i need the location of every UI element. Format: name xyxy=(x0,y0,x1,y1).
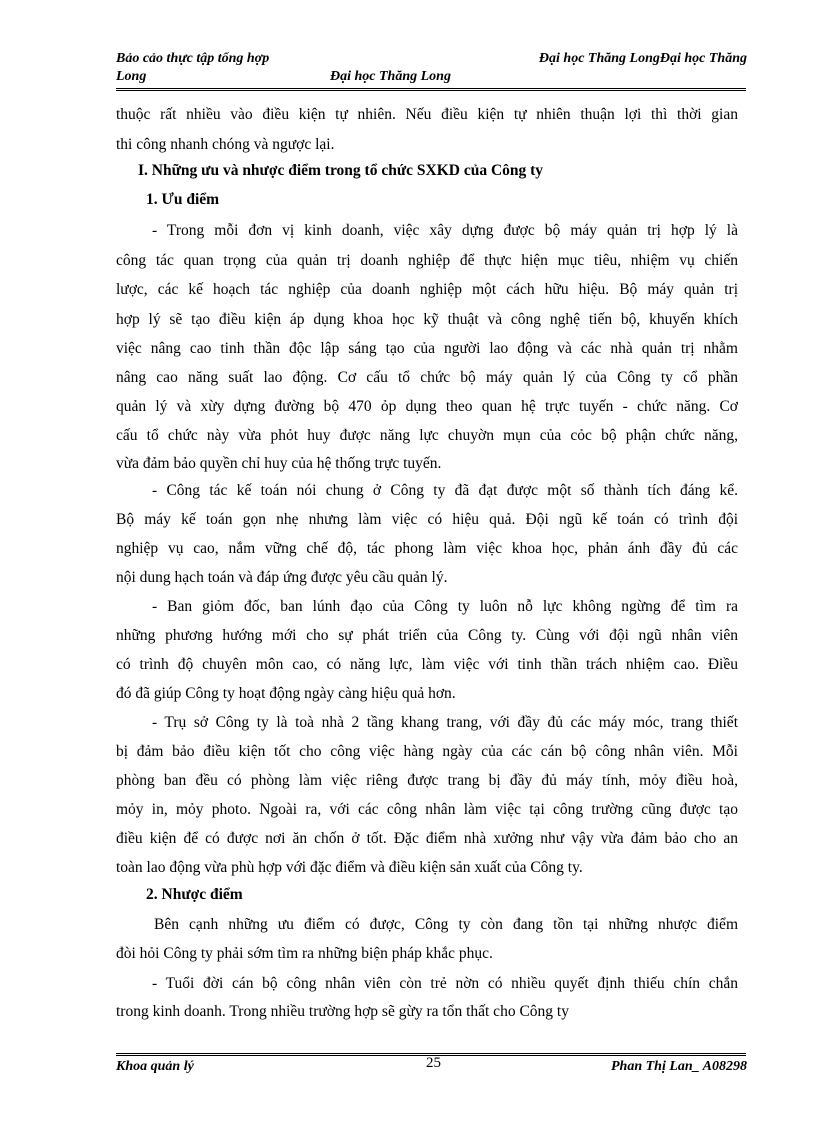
text-line: cấu tổ chức này vừa phỏt huy được năng lực chuyờn mụn của cỏc bộ phận chức năng, xyxy=(116,427,738,444)
header-university-right: Đại học Thăng LongĐại học Thăng xyxy=(538,51,747,66)
text-line: vừa đảm bảo quyền chỉ huy của hệ thống trực tuyến. xyxy=(116,455,442,472)
text-line: công tác quan trọng của quản trị doanh nghiệp để thực hiện mục tiêu, nhiệm vụ chiến xyxy=(116,252,738,269)
subsection-heading: 2. Nhược điểm xyxy=(146,886,243,903)
text-line: bị đảm bảo điều kiện tốt cho công việc hàng ngày của các cán bộ công nhân viên. Mỗi xyxy=(116,743,738,760)
header-divider xyxy=(116,88,746,91)
header-report-title: Bảo cảo thực tập tổng hợp xyxy=(116,51,270,66)
text-line: những phương hướng mới cho sự phát triển của Công ty. Cùng với đội ngũ nhân viên xyxy=(116,627,738,644)
text-line: nâng cao năng suất lao động. Cơ cấu tổ chức bộ máy quản lý của Công ty cổ phần xyxy=(116,369,738,386)
text-line: lược, các kế hoạch tác nghiệp của doanh nghiệp một cách hữu hiệu. Bộ máy quản trị xyxy=(116,281,738,298)
text-line: đó đã giúp Công ty hoạt động ngày càng hiệu quả hơn. xyxy=(116,685,456,702)
subsection-heading: 1. Ưu điểm xyxy=(146,191,220,208)
text-line: hợp lý sẽ tạo điều kiện áp dụng khoa học kỹ thuật và công nghệ tiến bộ, khuyến khích xyxy=(116,311,738,328)
text-line: Bộ máy kế toán gọn nhẹ nhưng làm việc có hiệu quả. Đội ngũ kế toán có trình đội xyxy=(116,511,738,528)
text-line: quản lý và xừy dựng đường bộ 470 ỏp dụng theo quan hệ trực tuyến - chức năng. Cơ xyxy=(116,398,738,415)
footer-faculty: Khoa quản lý xyxy=(116,1059,194,1074)
text-line: trong kinh doanh. Trong nhiều trường hợp sẽ gừy ra tổn thất cho Công ty xyxy=(116,1003,569,1020)
text-line: điều kiện để có được nơi ăn chốn ở tốt. Đặc điểm nhà xưởng như vậy vừa đảm bảo cho an xyxy=(116,830,738,847)
text-line: mỏy in, mỏy photo. Ngoài ra, với các công nhân làm việc tại công trường cũng được tạo xyxy=(116,801,738,818)
text-line: thi công nhanh chóng và ngược lại. xyxy=(116,136,335,153)
text-line: phòng ban đều có phòng làm việc riêng được trang bị đầy đủ máy tính, mỏy điều hoà, xyxy=(116,772,738,789)
text-line: việc nâng cao tinh thần độc lập sáng tạo của người lao động và các nhà quản trị nhằm xyxy=(116,340,738,357)
text-line: - Trong mỗi đơn vị kinh doanh, việc xây dựng được bộ máy quản trị hợp lý là xyxy=(152,222,738,239)
footer-author: Phan Thị Lan_ A08298 xyxy=(610,1059,747,1074)
section-heading: I. Những ưu và nhược điểm trong tổ chức SXKD của Công ty xyxy=(138,162,544,179)
header-report-title-cont: Long xyxy=(116,69,147,84)
text-line: toàn lao động vừa phù hợp với đặc điểm và điều kiện sản xuất của Công ty. xyxy=(116,859,583,876)
text-line: thuộc rất nhiều vào điều kiện tự nhiên. Nếu điều kiện tự nhiên thuận lợi thì thời gian xyxy=(116,106,738,123)
page-number: 25 xyxy=(426,1055,441,1071)
text-line: - Trụ sở Công ty là toà nhà 2 tầng khang trang, với đầy đủ các máy móc, trang thiết xyxy=(152,714,738,731)
text-line: có trình độ chuyên môn cao, có năng lực, làm việc với tinh thần trách nhiệm cao. Điều xyxy=(116,656,738,673)
text-line: nghiệp vụ cao, nắm vững chế độ, tác phong làm việc khoa học, phản ánh đầy đủ các xyxy=(116,540,738,557)
text-line: - Ban giỏm đốc, ban lúnh đạo của Công ty luôn nỗ lực không ngừng để tìm ra xyxy=(152,598,738,615)
text-line: - Tuổi đời cán bộ công nhân viên còn trẻ nờn có nhiều quyết định thiếu chín chắn xyxy=(152,975,738,992)
text-line: - Công tác kế toán nói chung ở Công ty đã đạt được một số thành tích đáng kể. xyxy=(152,482,738,499)
text-line: nội dung hạch toán và đáp ứng được yêu cầu quản lý. xyxy=(116,569,448,586)
header-university-center: Đại học Thăng Long xyxy=(330,69,451,84)
text-line: Bên cạnh những ưu điểm có được, Công ty còn đang tồn tại những nhược điểm xyxy=(154,916,738,933)
text-line: đòi hỏi Công ty phải sớm tìm ra những biện pháp khắc phục. xyxy=(116,945,493,962)
